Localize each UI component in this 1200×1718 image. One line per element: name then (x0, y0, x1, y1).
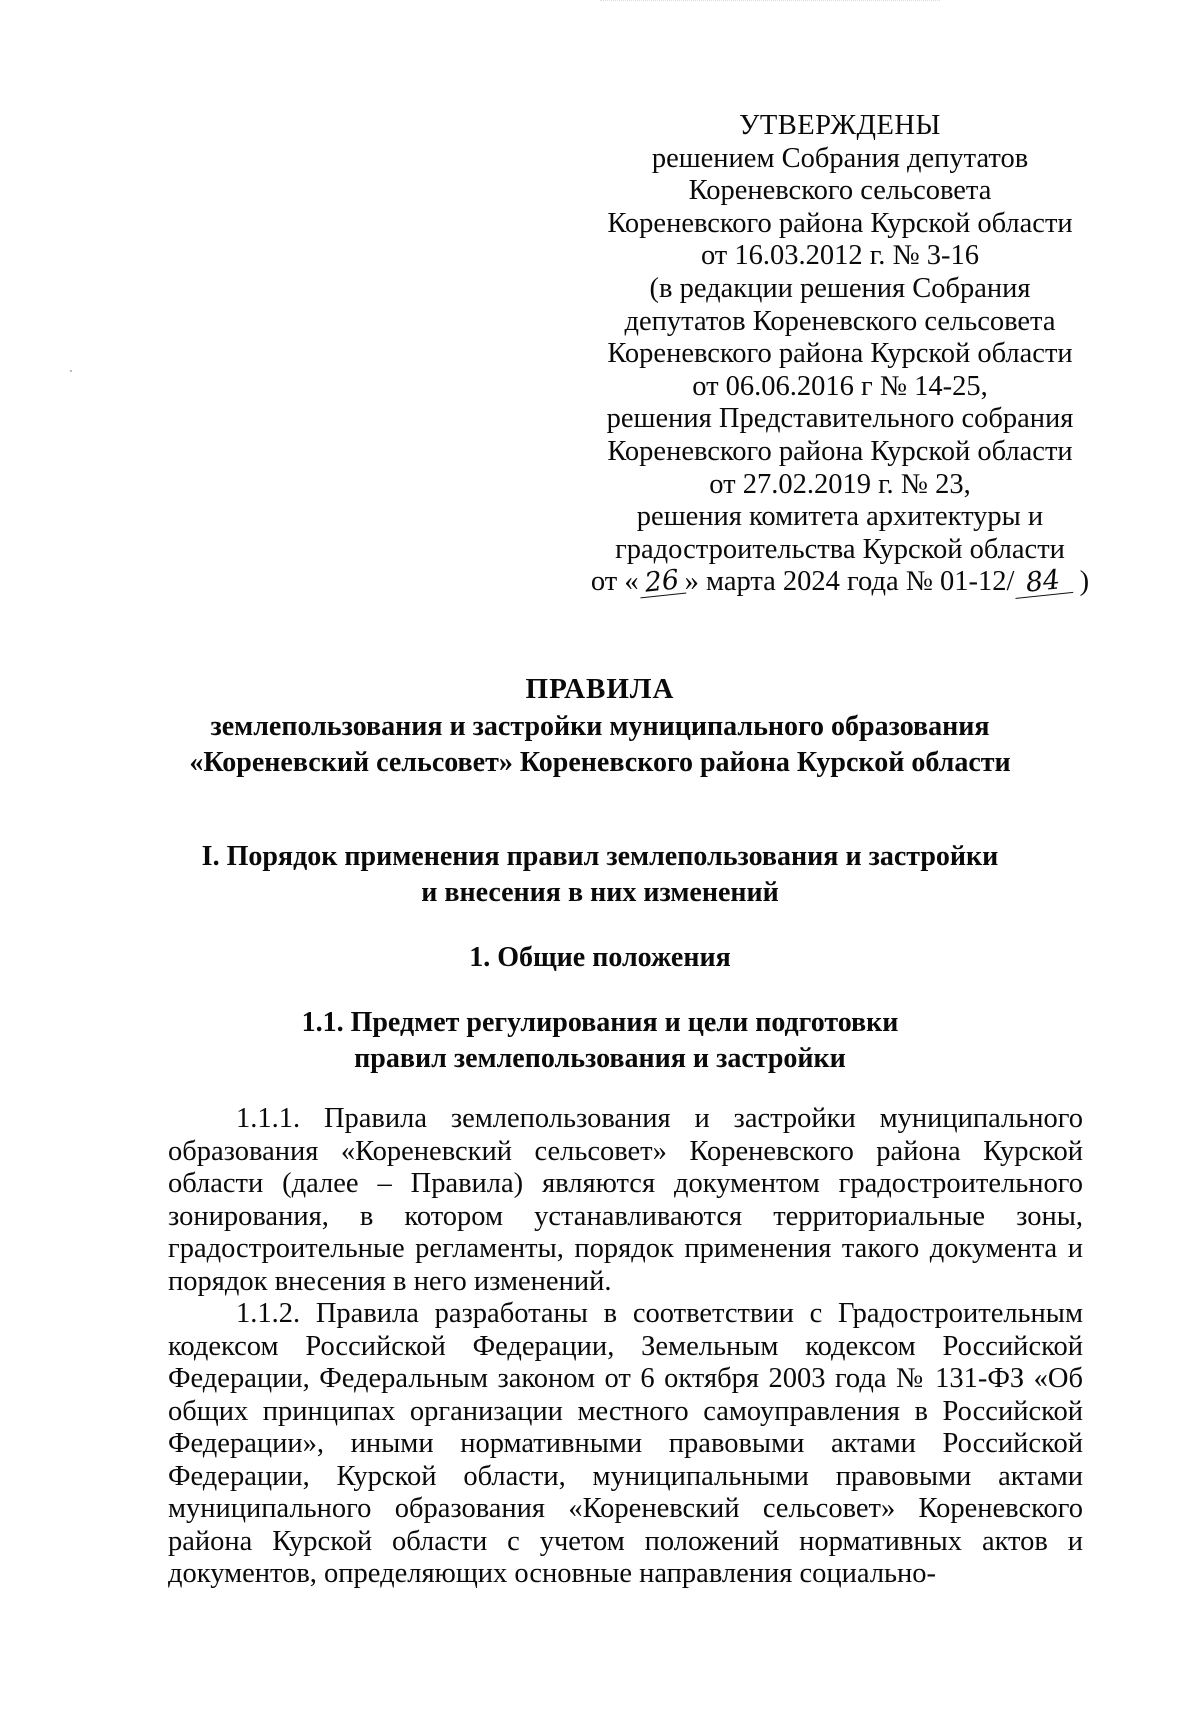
approval-line: Кореневского района Курской области (607, 435, 1073, 467)
approval-line: от 16.03.2012 г. № 3-16 (700, 240, 980, 272)
approval-line: решением Собрания депутатов (651, 142, 1029, 174)
chapter-heading-line-2: и внесения в них изменений (421, 877, 779, 908)
approval-line: Кореневского района Курской области (607, 338, 1073, 370)
document-title: ПРАВИЛА (525, 673, 675, 705)
approval-line: градостроительства Курской области (615, 533, 1065, 565)
approval-line: решения Представительного собрания (606, 403, 1074, 435)
subsection-heading-line-1: 1.1. Предмет регулирования и цели подготовки (301, 1007, 899, 1038)
handwritten-number: 84 (1013, 566, 1074, 599)
document-subtitle-line-2: «Кореневский сельсовет» Кореневского района Курской области (189, 747, 1011, 778)
scan-artifact (600, 0, 940, 7)
scan-speck (70, 370, 72, 372)
approval-line: Кореневского сельсовета (688, 175, 992, 207)
approval-line: решения комитета архитектуры и (636, 501, 1044, 533)
chapter-heading-line-1: I. Порядок применения правил землепользования и застройки (201, 841, 999, 872)
approval-line: от 06.06.2016 г № 14-25, (692, 370, 988, 402)
paragraph: 1.1.1. Правила землепользования и застройки муниципального образования «Кореневский сельсовет» Кореневского района Курской области (далее – Правила) являются документом градостроительного зонирования, в котором устанавливаются территориальные зоны, градостроительные регламенты, порядок применения такого документа и порядок внесения в него изменений. (168, 1103, 1083, 1297)
section-heading: 1. Общие положения (469, 942, 731, 973)
body-text (168, 1103, 1083, 1591)
document-subtitle-line-1: землепользования и застройки муниципального образования (210, 711, 990, 742)
approval-line: депутатов Кореневского сельсовета (624, 305, 1056, 337)
approval-date-line (590, 566, 1090, 599)
paragraph: 1.1.2. Правила разработаны в соответствии с Градостроительным кодексом Российской Федерации, Земельным кодексом Российской Федерации, Федеральным законом от 6 октября 2003 года № 131-ФЗ «Об общих принципах организации местного самоуправления в Российской Федерации», иными нормативными правовыми актами Российской Федерации, Курской области, муниципальными правовыми актами муниципального образования «Кореневский сельсовет» Кореневского района Курской области с учетом положений нормативных актов и документов, определяющих основные направления социально- (168, 1298, 1083, 1589)
approval-date-middle: » марта 2024 года № 01-12/ (684, 566, 1015, 598)
approval-block (590, 110, 1090, 599)
approval-line: Кореневского района Курской области (607, 207, 1073, 239)
approval-heading: УТВЕРЖДЕНЫ (739, 110, 941, 141)
approval-line: (в редакции решения Собрания (649, 272, 1031, 304)
handwritten-day: 26 (637, 567, 686, 599)
approval-date-suffix: ) (1072, 566, 1090, 598)
approval-line: от 27.02.2019 г. № 23, (709, 468, 971, 500)
subsection-heading-line-2: правил землепользования и застройки (354, 1043, 846, 1074)
approval-date-prefix: от « (590, 566, 639, 598)
